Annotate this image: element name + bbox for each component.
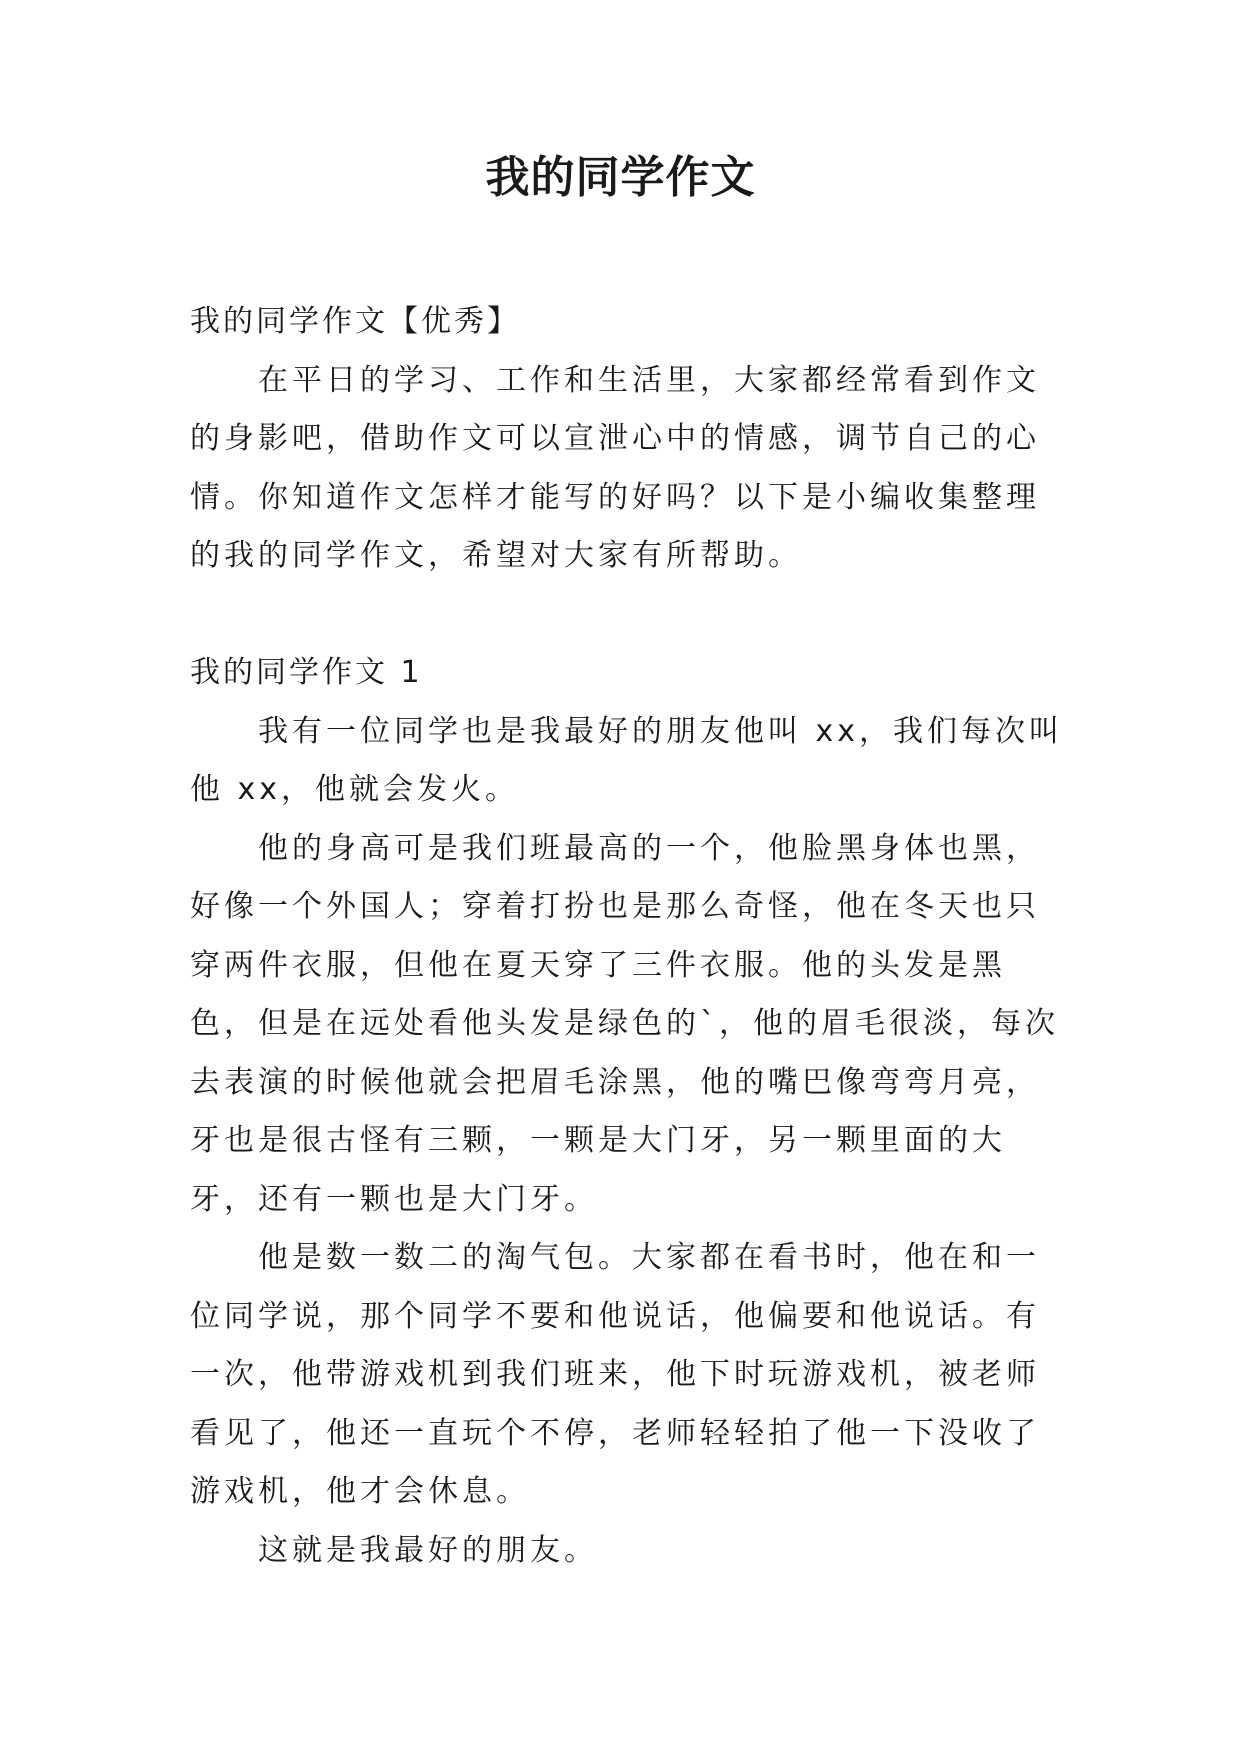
- document-title: 我的同学作文: [485, 152, 756, 203]
- essay-paragraph: 他是数一数二的淘气包。大家都在看书时，他在和一位同学说，那个同学不要和他说话，他偏要和他说话。有一次，他带游戏机到我们班来，他下时玩游戏机，被老师看见了，他还一直玩个不停，老师轻轻拍了他一下没收了游戏机，他才会休息。: [190, 1240, 1040, 1509]
- intro-heading: 我的同学作文【优秀】: [190, 304, 520, 339]
- document-body: [190, 293, 1070, 1580]
- essay-paragraph: 他的身高可是我们班最高的一个，他脸黑身体也黑，好像一个外国人；穿着打扮也是那么奇怪，他在冬天也只穿两件衣服，但他在夏天穿了三件衣服。他的头发是黑色，但是在远处看他头发是绿色的`，他的眉毛很淡，每次去表演的时候他就会把眉毛涂黑，他的嘴巴像弯弯月亮，牙也是很古怪有三颗，一颗是大门牙，另一颗里面的大牙，还有一颗也是大门牙。: [190, 830, 1059, 1217]
- section-spacer: [190, 586, 1070, 645]
- essay-paragraph: 这就是我最好的朋友。: [258, 1532, 598, 1568]
- essay-heading: 我的同学作文 1: [190, 655, 423, 690]
- essay-paragraph: 我有一位同学也是我最好的朋友他叫 xx，我们每次叫他 xx，他就会发火。: [190, 713, 1064, 807]
- intro-paragraph: 在平日的学习、工作和生活里，大家都经常看到作文的身影吧，借助作文可以宣泄心中的情感，调节自己的心情。你知道作文怎样才能写的好吗？以下是小编收集整理的我的同学作文，希望对大家有所帮助。: [190, 362, 1040, 573]
